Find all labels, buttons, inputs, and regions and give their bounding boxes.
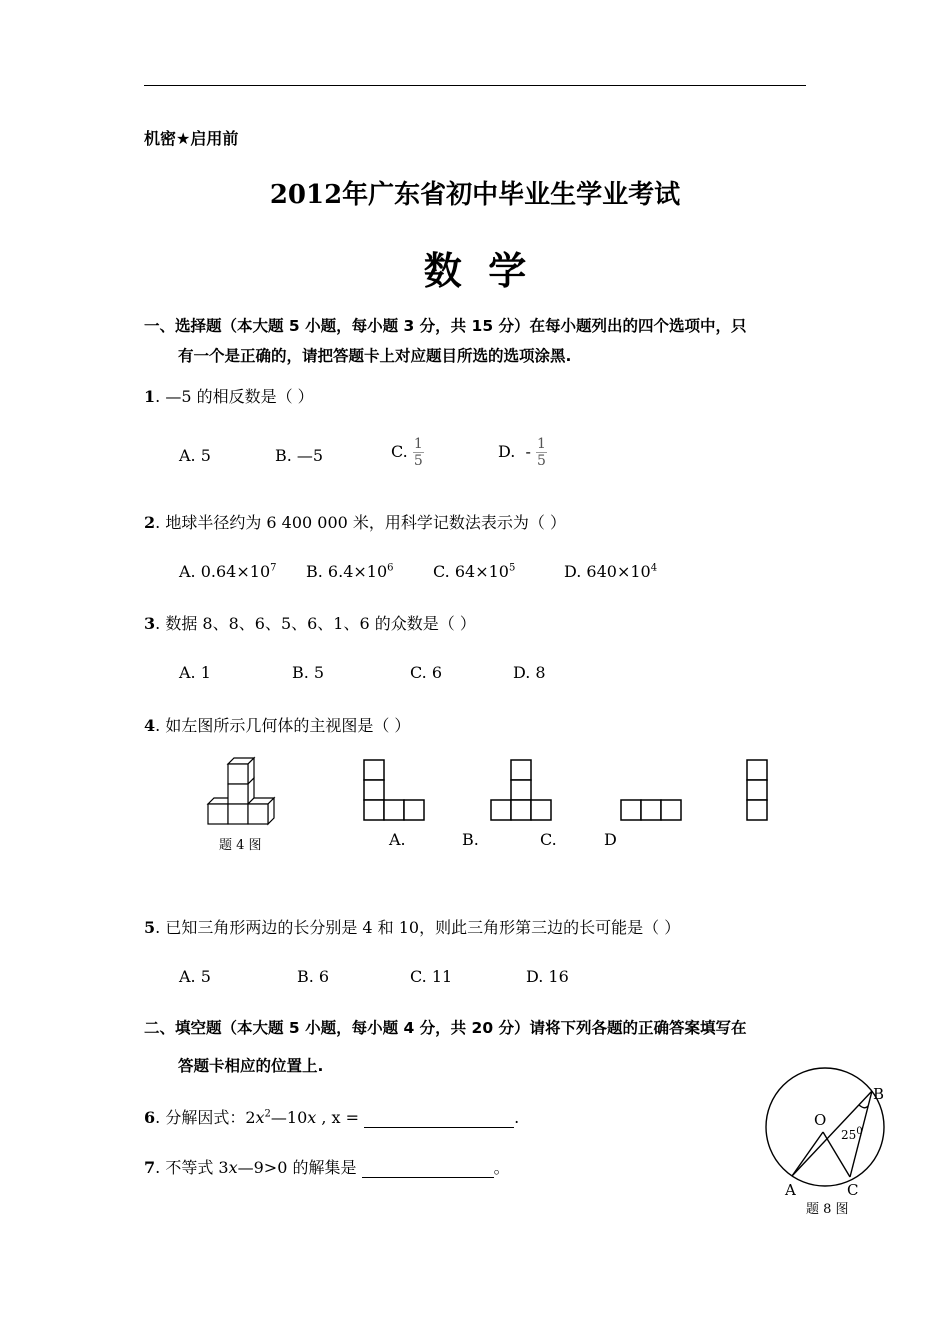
question-6 [144,1105,519,1128]
q3-option-b: B. 5 [292,663,325,682]
variable: x [307,1108,317,1127]
exponent: 5 [508,562,516,574]
q3-option-c: C. 6 [410,663,443,682]
option-prefix: C. [391,442,408,462]
question-4 [144,713,410,736]
question-text: . 已知三角形两边的长分别是 4 和 10，则此三角形第三边的长可能是（ ） [155,918,681,937]
label-a: A [785,1181,796,1199]
exponent: 7 [270,562,277,574]
q4-option-a-figure [363,759,427,823]
question-number: 3 [144,614,156,633]
q4-label-a: A. [389,830,406,849]
question-text: . 如左图所示几何体的主视图是（ ） [155,716,411,735]
option-prefix: D. - [498,442,531,462]
question-3 [144,611,476,634]
section1-title-line1: 一、选择题（本大题 5 小题，每小题 3 分，共 15 分）在每小题列出的四个选项中，只 [144,317,747,335]
section2-title-line1: 二、填空题（本大题 5 小题，每小题 4 分，共 20 分）请将下列各题的正确答案填写在 [144,1019,747,1037]
numerator: 1 [537,436,546,452]
question-2 [144,510,566,533]
denominator: 5 [537,453,546,470]
q4-label-c: C. [540,830,557,849]
q1-option-c [391,436,424,469]
q2-option-a [179,562,277,581]
option-text: C. 64×10 [433,562,509,581]
question-5 [144,915,680,938]
question-text: —10 [270,1108,308,1127]
q4-option-d-figure [746,759,770,823]
subject-title: 数 学 [423,248,527,293]
secret-label: 机密★启用前 [144,129,239,148]
q2-option-d [564,562,657,581]
q3-option-d: D. 8 [513,663,546,682]
q4-label-d: D [604,830,617,849]
answer-blank[interactable] [364,1108,514,1128]
question-text: —9>0 的解集是 [237,1158,362,1177]
q4-solid-figure [200,756,280,830]
variable: x [255,1108,265,1127]
option-text: A. 0.64×10 [179,562,271,581]
top-rule [144,85,806,86]
variable: x [228,1158,238,1177]
q5-option-b: B. 6 [297,967,330,986]
question-number: 1 [144,387,156,406]
question-text: . [514,1108,520,1127]
question-text: . 数据 8、8、6、5、6、1、6 的众数是（ ） [155,614,476,633]
label-b: B [873,1085,885,1103]
exam-title: 2012年广东省初中毕业生学业考试 [269,180,681,210]
exponent: 4 [650,562,658,574]
answer-blank[interactable] [362,1158,494,1178]
exponent: 2 [264,1108,271,1120]
question-text: . 分解因式：2 [155,1108,256,1127]
segment-ao [792,1132,823,1176]
q2-option-b [306,562,394,581]
angle-degree: 0 [856,1126,863,1137]
numerator: 1 [413,436,423,452]
q4-label-b: B. [462,830,479,849]
q1-option-d [498,436,547,469]
q4-option-b-figure [490,759,554,823]
label-c: C [847,1181,859,1199]
option-text: D. 640×10 [564,562,651,581]
angle-label [841,1126,863,1142]
question-text: , x = [316,1108,365,1127]
figure-8-circle [755,1062,895,1202]
q4-option-c-figure [620,799,684,823]
q1-option-b: B. —5 [275,446,324,465]
question-number: 4 [144,716,156,735]
q4-figure-caption: 题 4 图 [219,838,262,853]
q5-option-c: C. 11 [410,967,453,986]
label-o: O [814,1111,827,1129]
q1-option-a: A. 5 [179,446,211,465]
fraction [413,436,424,469]
question-number: 5 [144,918,156,937]
figure-8-caption: 题 8 图 [806,1202,849,1217]
denominator: 5 [413,453,423,470]
question-7 [144,1155,510,1178]
fraction [536,436,547,469]
section2-title-line2: 答题卡相应的位置上. [178,1057,324,1075]
section1-title-line2: 有一个是正确的，请把答题卡上对应题目所选的选项涂黑. [178,347,572,365]
question-number: 6 [144,1108,156,1127]
question-number: 2 [144,513,156,532]
question-text: . 地球半径约为 6 400 000 米，用科学记数法表示为（ ） [155,513,567,532]
question-text: 。 [493,1158,510,1177]
q5-option-d: D. 16 [526,967,569,986]
question-number: 7 [144,1158,156,1177]
q5-option-a: A. 5 [179,967,211,986]
angle-value: 25 [841,1128,857,1142]
q3-option-a: A. 1 [179,663,211,682]
question-1 [144,384,314,407]
question-text: . 不等式 3 [155,1158,229,1177]
exponent: 6 [387,562,394,574]
q2-option-c [433,562,515,581]
option-text: B. 6.4×10 [306,562,388,581]
question-text: . —5 的相反数是（ ） [155,387,314,406]
angle-arc [859,1105,868,1108]
